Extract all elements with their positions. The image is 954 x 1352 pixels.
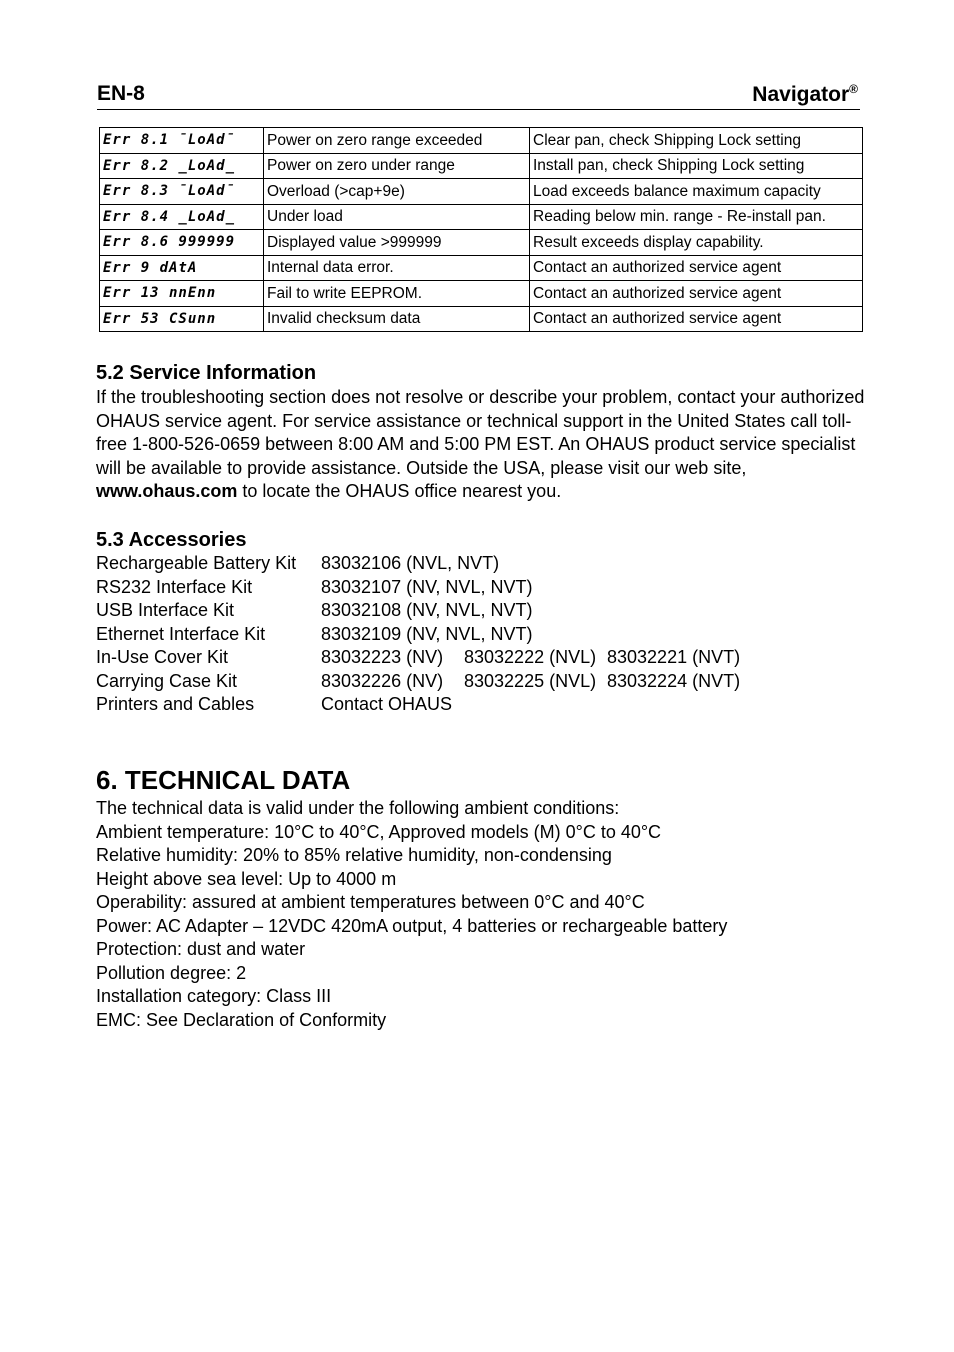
table-row	[100, 281, 863, 307]
error-action: Contact an authorized service agent	[530, 281, 863, 307]
error-action: Load exceeds balance maximum capacity	[530, 179, 863, 205]
page-number: EN-8	[97, 82, 145, 105]
accessories-heading: 5.3 Accessories	[96, 529, 247, 551]
table-row	[100, 204, 863, 230]
error-action: Contact an authorized service agent	[530, 255, 863, 281]
accessory-part: Contact OHAUS	[321, 694, 453, 714]
error-action: Clear pan, check Shipping Lock setting	[530, 128, 863, 154]
list-item: Installation category: Class III	[96, 986, 332, 1006]
table-row	[100, 230, 863, 256]
table-row	[100, 179, 863, 205]
table-row	[100, 128, 863, 154]
accessory-part: 83032109 (NV, NVL, NVT)	[321, 623, 533, 644]
accessory-name: Ethernet Interface Kit	[96, 623, 266, 644]
list-item: The technical data is valid under the following ambient conditions:	[96, 798, 620, 818]
accessory-part: 83032221 (NVT)	[607, 647, 741, 667]
list-item	[96, 624, 796, 648]
accessory-part: 83032226 (NV)	[321, 670, 444, 691]
error-action: Install pan, check Shipping Lock setting	[530, 153, 863, 179]
error-code: Err 8.4 _LoAd_	[100, 204, 264, 230]
list-item: Power: AC Adapter – 12VDC 420mA output, 4 batteries or rechargeable battery	[96, 915, 728, 936]
accessory-name: Rechargeable Battery Kit	[96, 553, 297, 573]
technical-data-list	[96, 797, 727, 1032]
page-header	[97, 78, 860, 110]
table-row	[100, 306, 863, 332]
error-code-table	[99, 127, 863, 332]
accessory-part: 83032225 (NVL)	[464, 670, 597, 691]
error-description: Internal data error.	[264, 255, 530, 281]
accessory-name: In-Use Cover Kit	[96, 647, 229, 667]
accessory-name: Carrying Case Kit	[96, 670, 238, 691]
registered-mark: ®	[849, 82, 858, 96]
list-item: Protection: dust and water	[96, 939, 306, 959]
list-item: Pollution degree: 2	[96, 962, 247, 983]
accessory-name: Printers and Cables	[96, 694, 255, 714]
table-row	[100, 255, 863, 281]
list-item	[96, 694, 796, 718]
list-item	[96, 671, 796, 695]
error-action: Result exceeds display capability.	[530, 230, 863, 256]
error-description: Invalid checksum data	[264, 306, 530, 332]
accessory-part: 83032223 (NV)	[321, 647, 444, 667]
service-text-end: to locate the OHAUS office nearest you.	[237, 481, 562, 502]
error-code: Err 8.2 _LoAd_	[100, 153, 264, 179]
list-item: Ambient temperature: 10°C to 40°C, Approved models (M) 0°C to 40°C	[96, 821, 662, 842]
error-code: Err 8.1 ¯LoAd¯	[100, 128, 264, 154]
table-row	[100, 153, 863, 179]
error-description: Power on zero range exceeded	[264, 128, 530, 154]
list-item	[96, 647, 796, 671]
accessory-part: 83032222 (NVL)	[464, 647, 597, 667]
error-description: Overload (>cap+9e)	[264, 179, 530, 205]
product-name	[752, 82, 858, 107]
list-item: Height above sea level: Up to 4000 m	[96, 868, 397, 889]
service-heading: 5.2 Service Information	[96, 362, 317, 384]
service-text: If the troubleshooting section does not resolve or describe your problem, contact your authorized OHAUS service agent. For service assistance or technical support in the United States call toll-free 1-800-526-0659 between 8:00 AM and 5:00 PM EST. An OHAUS product service specialist will be available to provide assistance. Outside the USA, please visit our web site,	[96, 387, 865, 478]
list-item: Relative humidity: 20% to 85% relative humidity, non-condensing	[96, 845, 612, 865]
website-link[interactable]: www.ohaus.com	[96, 481, 238, 502]
error-code: Err 9 dAtA	[100, 255, 264, 281]
accessory-part: 83032224 (NVT)	[607, 670, 741, 691]
error-description: Displayed value >999999	[264, 230, 530, 256]
accessory-part: 83032108 (NV, NVL, NVT)	[321, 600, 533, 620]
accessory-name: RS232 Interface Kit	[96, 576, 253, 597]
error-description: Fail to write EEPROM.	[264, 281, 530, 307]
list-item	[96, 577, 796, 601]
error-code: Err 13 nnEnn	[100, 281, 264, 307]
error-description: Under load	[264, 204, 530, 230]
list-item: EMC: See Declaration of Conformity	[96, 1009, 387, 1030]
error-code: Err 53 CSunn	[100, 306, 264, 332]
technical-data-heading: 6. TECHNICAL DATA	[96, 765, 351, 795]
list-item	[96, 600, 796, 624]
list-item	[96, 553, 796, 577]
product-name-text: Navigator	[752, 83, 850, 106]
accessory-part: 83032106 (NVL, NVT)	[321, 553, 500, 573]
accessory-part: 83032107 (NV, NVL, NVT)	[321, 576, 533, 597]
error-description: Power on zero under range	[264, 153, 530, 179]
accessories-list	[96, 553, 796, 718]
service-paragraph	[96, 386, 866, 504]
list-item: Operability: assured at ambient temperatures between 0°C and 40°C	[96, 892, 645, 912]
accessory-name: USB Interface Kit	[96, 600, 235, 620]
error-action: Contact an authorized service agent	[530, 306, 863, 332]
error-action: Reading below min. range - Re-install pan.	[530, 204, 863, 230]
error-code: Err 8.3 ¯LoAd¯	[100, 179, 264, 205]
error-code: Err 8.6 999999	[100, 230, 264, 256]
